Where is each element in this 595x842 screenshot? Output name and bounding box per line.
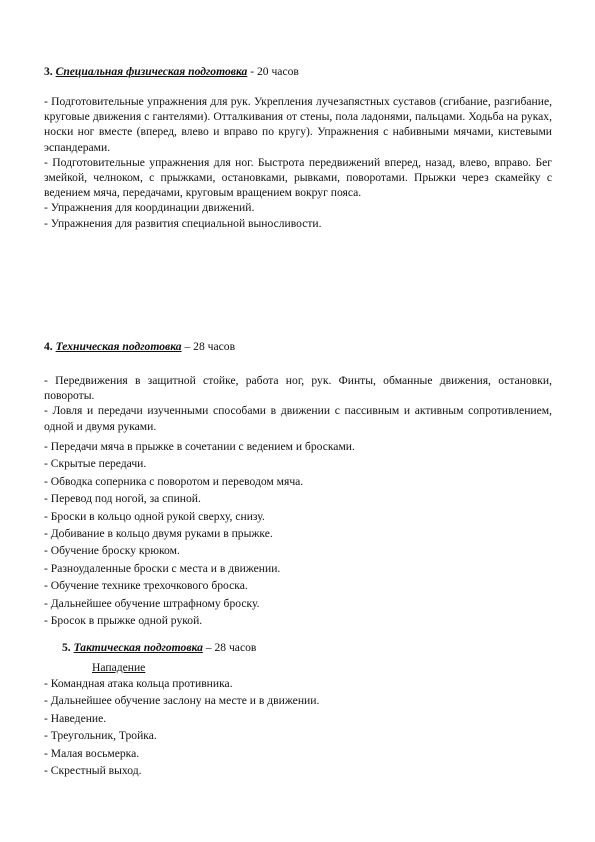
section-hours: - 20 часов [247, 65, 299, 78]
section-title: Тактическая подготовка [73, 641, 203, 654]
list-item: - Скрестный выход. [44, 763, 142, 777]
list-item: - Треугольник, Тройка. [44, 729, 157, 743]
paragraph: - Упражнения для развития специальной выносливости. [44, 216, 322, 230]
paragraph: - Подготовительные упражнения для ног. Быстрота передвижений вперед, назад, влево, вправо. Бег змейкой, челноком, с прыжками, остановками, рывками, поворотами. Прыжки через скамейку с ведением мяча, передачами, круговым вращением вокруг пояса. [44, 155, 552, 200]
list-item: - Передачи мяча в прыжке в сочетании с ведением и бросками. [44, 440, 355, 453]
list-item: - Бросок в прыжке одной рукой. [44, 613, 203, 627]
section-title: Специальная физическая подготовка [55, 65, 248, 78]
list-item: - Дальнейшее обучение заслону на месте и в движении. [44, 694, 320, 708]
list-item: - Дальнейшее обучение штрафному броску. [44, 596, 260, 610]
list-item: - Добивание в кольцо двумя руками в прыжке. [44, 526, 273, 540]
section-5-heading [62, 640, 256, 655]
list-item: - Наведение. [44, 711, 107, 725]
paragraph: - Ловля и передачи изученными способами в движении с пассивным и активным сопротивлением, одной и двумя руками. [44, 404, 552, 433]
subheading: Нападение [92, 661, 146, 674]
section-hours: – 28 часов [181, 340, 236, 353]
section-3-heading [44, 64, 299, 79]
section-hours: – 28 часов [202, 641, 257, 654]
list-item: - Броски в кольцо одной рукой сверху, снизу. [44, 509, 265, 523]
list-item: - Скрытые передачи. [44, 457, 147, 471]
section-4-list [44, 438, 554, 629]
section-number: 4. [44, 340, 53, 353]
section-number: 3. [44, 65, 53, 78]
list-item: - Обучение технике трехочкового броска. [44, 579, 248, 593]
paragraph: - Упражнения для координации движений. [44, 201, 255, 215]
list-item: - Обводка соперника с поворотом и переводом мяча. [44, 474, 304, 488]
section-4-body [44, 373, 552, 434]
section-5-list [44, 675, 554, 779]
list-item: - Обучение броску крюком. [44, 544, 180, 558]
section-title: Техническая подготовка [55, 340, 182, 353]
section-number: 5. [62, 641, 71, 654]
paragraph: - Подготовительные упражнения для рук. Укрепления лучезапястных суставов (сгибание, разгибание, круговые движения с гантелями). Отталкивания от стены, пола ладонями, пальцами. Ходьба на руках, носки ног вместе (вперед, влево и вправо по кругу). Упражнения с набивными мячами, кистевыми эспандерами. [44, 95, 552, 154]
section-3-body [44, 94, 552, 231]
list-item: - Перевод под ногой, за спиной. [44, 492, 201, 506]
list-item: - Малая восьмерка. [44, 746, 140, 760]
paragraph: - Передвижения в защитной стойке, работа ног, рук. Финты, обманные движения, остановки, повороты. [44, 374, 552, 403]
list-item: - Командная атака кольца противника. [44, 677, 233, 690]
list-item: - Разноудаленные броски с места и в движении. [44, 561, 281, 575]
section-4-heading [44, 339, 235, 354]
